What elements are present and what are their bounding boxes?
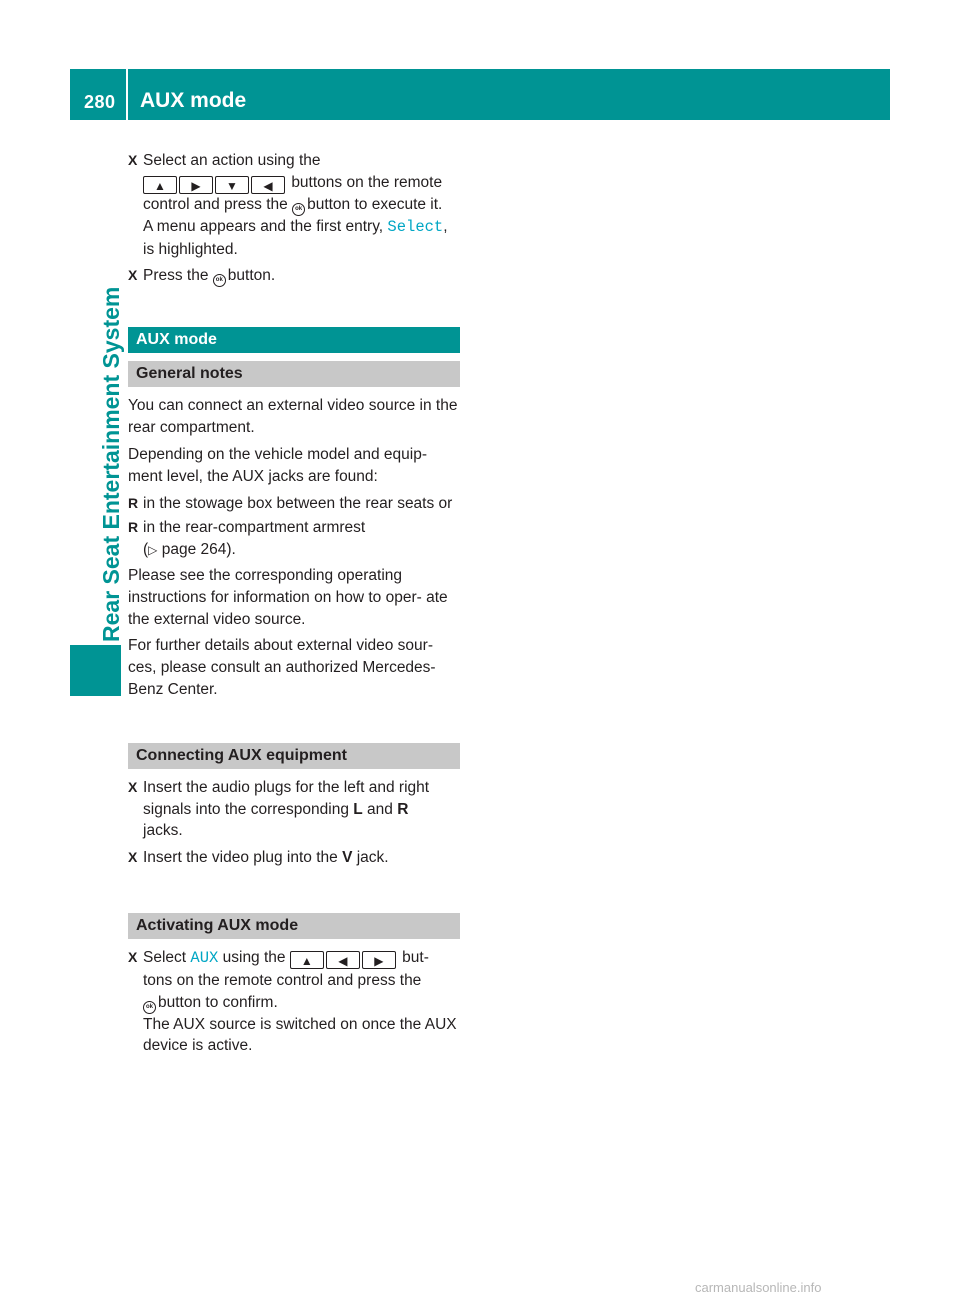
right-key-icon: ▶ xyxy=(362,951,396,969)
step-insert-audio xyxy=(128,777,460,842)
step-text: button to execute it. xyxy=(307,195,443,213)
menu-entry-select: Select xyxy=(387,217,444,236)
ok-button-icon: ok xyxy=(213,274,226,287)
step-select-aux xyxy=(128,947,460,1057)
paragraph: For further details about external video sour- ces, please consult an authorized Mercedes- Benz Center. xyxy=(128,637,436,698)
paragraph: Depending on the vehicle model and equip- ment level, the AUX jacks are found: xyxy=(128,445,428,485)
up-key-icon: ▲ xyxy=(143,176,177,194)
step-text: Select xyxy=(143,948,187,966)
step-insert-video xyxy=(128,847,460,869)
step-text: buttons on the remote control and press the xyxy=(143,173,443,213)
step-result-text: A menu appears and the first entry, xyxy=(143,217,384,235)
ref-open: ( xyxy=(143,541,149,559)
page-number: 280 xyxy=(84,92,116,112)
right-key-icon: ▶ xyxy=(179,176,213,194)
subsection-heading-connecting: Connecting AUX equipment xyxy=(128,743,460,769)
left-key-icon: ◀ xyxy=(251,176,285,194)
list-item-text: in the rear-compartment armrest xyxy=(143,519,366,537)
step-text: Select an action using the xyxy=(143,152,321,169)
subsection-heading-activating: Activating AUX mode xyxy=(128,913,460,939)
down-key-icon: ▼ xyxy=(215,176,249,194)
list-item xyxy=(128,517,460,562)
page-reference[interactable] xyxy=(143,541,236,558)
jack-v-label: V xyxy=(342,849,353,867)
menu-entry-aux: AUX xyxy=(190,948,219,967)
step-text: Press the xyxy=(143,267,209,285)
left-key-icon: ◀ xyxy=(326,951,360,969)
step-select-action xyxy=(128,150,460,260)
step-text: button to confirm. xyxy=(158,993,278,1011)
arrow-icon: ▷ xyxy=(148,543,158,558)
step-marker: X xyxy=(128,152,138,168)
list-item-text: in the stowage box between the rear seats or xyxy=(143,494,453,512)
side-tab-label: Rear Seat Entertainment System xyxy=(98,286,124,642)
ok-button-icon: ok xyxy=(292,203,305,216)
side-tab-block xyxy=(70,645,121,696)
step-text: jack. xyxy=(356,849,389,867)
step-result-text: , is highlighted. xyxy=(143,217,448,258)
list-item xyxy=(128,493,460,515)
up-key-icon: ▲ xyxy=(290,951,324,969)
step-text: button. xyxy=(227,267,276,285)
page-title: AUX mode xyxy=(140,89,247,112)
step-marker: X xyxy=(128,267,138,284)
step-text: Insert the video plug into the xyxy=(143,849,338,867)
ok-button-icon: ok xyxy=(143,1001,156,1014)
bullet-marker: R xyxy=(128,519,139,536)
paragraph: Please see the corresponding operating instructions for information on how to oper- ate the external video source. xyxy=(128,566,448,628)
step-text: but- tons on the remote control and press the xyxy=(143,948,429,989)
step-marker: X xyxy=(128,948,138,965)
ref-text: page 264). xyxy=(161,541,236,559)
step-text: Insert the audio plugs for the left and right signals into the corresponding xyxy=(143,778,430,818)
step-press-ok xyxy=(128,265,460,287)
step-marker: X xyxy=(128,778,138,795)
step-text: jacks. xyxy=(143,822,183,840)
step-text: using the xyxy=(222,948,286,966)
paragraph: You can connect an external video source in the rear compartment. xyxy=(128,397,458,437)
bullet-marker: R xyxy=(128,494,139,511)
section-heading: AUX mode xyxy=(128,327,460,353)
step-result-text: The AUX source is switched on once the AUX device is active. xyxy=(143,1015,457,1055)
step-marker: X xyxy=(128,849,138,866)
step-text: and xyxy=(367,800,393,818)
jack-l-label: L xyxy=(353,800,363,818)
subsection-heading-general-notes: General notes xyxy=(128,361,460,387)
watermark: carmanualsonline.info xyxy=(695,1280,822,1295)
main-content xyxy=(128,150,460,1062)
header-divider xyxy=(126,69,128,120)
jack-r-label: R xyxy=(397,800,409,818)
